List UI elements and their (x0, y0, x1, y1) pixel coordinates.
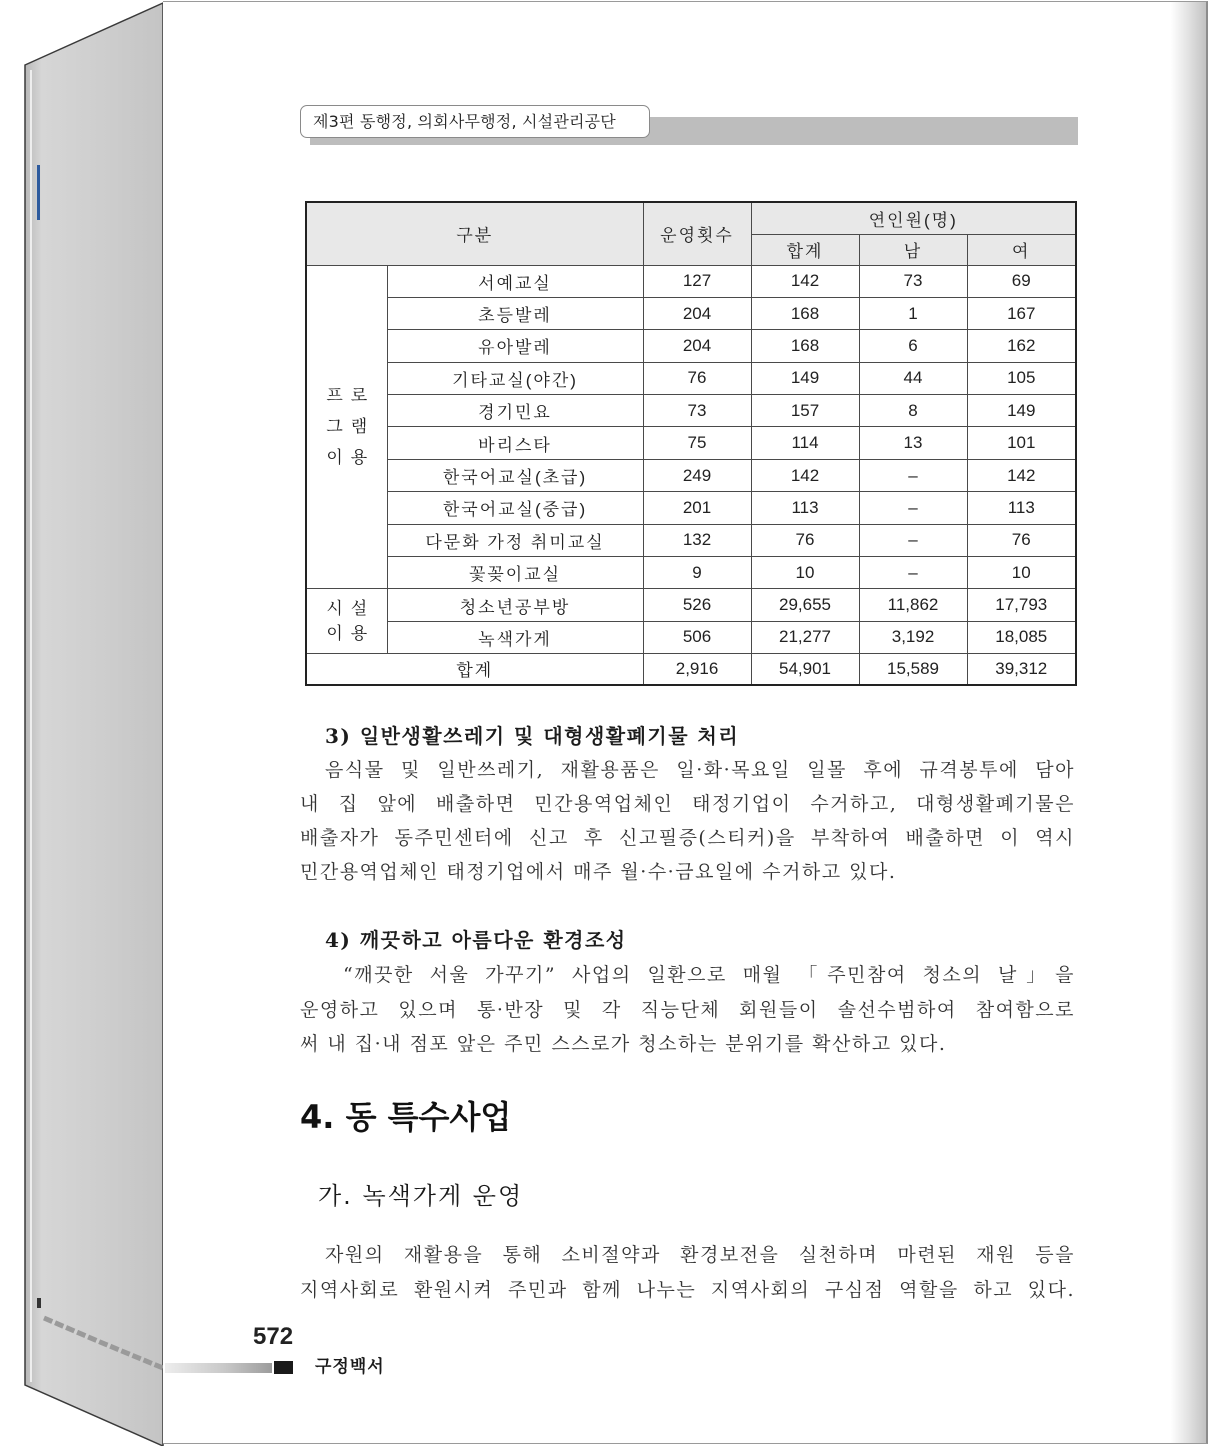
row-group-label (306, 589, 387, 654)
spine-panel (25, 3, 163, 1446)
cell-sessions: 204 (643, 297, 751, 329)
table-row (306, 427, 1076, 459)
cell-name: 서예교실 (387, 265, 643, 297)
total-attendance: 54,901 (751, 654, 859, 685)
table-row (306, 524, 1076, 556)
cell-male: 11,862 (859, 589, 967, 621)
total-male: 15,589 (859, 654, 967, 685)
footer-marker (274, 1361, 293, 1374)
cell-female: 167 (967, 297, 1076, 329)
cell-total: 142 (751, 459, 859, 491)
paragraph-line: 민간용역업체인 태정기업에서 매주 월·수·금요일에 수거하고 있다. (300, 861, 897, 883)
cell-name: 유아발레 (387, 330, 643, 362)
cell-male: – (859, 459, 967, 491)
paragraph-line: 써 내 집·내 점포 앞은 주민 스스로가 청소하는 분위기를 확산하고 있다. (300, 1033, 947, 1055)
table-row (306, 297, 1076, 329)
cell-sessions: 204 (643, 330, 751, 362)
cell-name: 기타교실(야간) (387, 362, 643, 394)
table-header-male: 남 (859, 234, 967, 265)
cell-total: 168 (751, 297, 859, 329)
footer-bar (165, 1363, 272, 1373)
cell-female: 10 (967, 557, 1076, 589)
cell-name: 다문화 가정 취미교실 (387, 524, 643, 556)
row-group-label (306, 265, 387, 589)
table-row (306, 395, 1076, 427)
table-header-sessions: 운영횟수 (643, 202, 751, 265)
cell-sessions: 127 (643, 265, 751, 297)
paragraph-line: 내 집 앞에 배출하면 민간용역업체인 태정기업이 수거하고, 대형생활폐기물은 (300, 793, 1075, 815)
table-header-row (306, 202, 1076, 234)
cell-female: 113 (967, 492, 1076, 524)
cell-total: 168 (751, 330, 859, 362)
table-header (306, 202, 1076, 265)
subsection-title: 가. 녹색가게 운영 (318, 1182, 524, 1210)
paragraph-line: 배출자가 동주민센터에 신고 후 신고필증(스티커)을 부착하여 배출하면 이 역시 (300, 827, 1075, 849)
cell-male: 44 (859, 362, 967, 394)
table-header-female: 여 (967, 234, 1076, 265)
cell-sessions: 9 (643, 557, 751, 589)
book-spine (0, 0, 170, 1446)
cell-male: – (859, 557, 967, 589)
cell-name: 한국어교실(초급) (387, 459, 643, 491)
table-header-category: 구분 (306, 202, 643, 265)
cell-total: 149 (751, 362, 859, 394)
cell-sessions: 201 (643, 492, 751, 524)
cell-male: 6 (859, 330, 967, 362)
table-body (306, 265, 1076, 654)
cell-sessions: 132 (643, 524, 751, 556)
cell-name: 녹색가게 (387, 621, 643, 653)
row-group-label-line: 이용 (326, 624, 376, 644)
row-group-label-line: 그램 (326, 417, 376, 437)
cell-name: 경기민요 (387, 395, 643, 427)
chapter-title: 4. 동 특수사업 (300, 1098, 512, 1136)
cell-sessions: 75 (643, 427, 751, 459)
cell-female: 162 (967, 330, 1076, 362)
table-row (306, 557, 1076, 589)
cell-sessions: 506 (643, 621, 751, 653)
cell-female: 17,793 (967, 589, 1076, 621)
cell-total: 21,277 (751, 621, 859, 653)
book-title: 구정백서 (315, 1357, 385, 1377)
paragraph-line: “깨끗한 서울 가꾸기” 사업의 일환으로 매월 「주민참여 청소의 날」을 (343, 964, 1075, 986)
table-header-attendance: 연인원(명) (751, 202, 1076, 234)
paragraph-line: 지역사회로 환원시켜 주민과 함께 나누는 지역사회의 구심점 역할을 하고 있다. (300, 1279, 1075, 1301)
cell-male: – (859, 524, 967, 556)
cell-total: 142 (751, 265, 859, 297)
total-sessions: 2,916 (643, 654, 751, 685)
cell-female: 101 (967, 427, 1076, 459)
cell-total: 157 (751, 395, 859, 427)
program-statistics-table (305, 201, 1077, 686)
row-group-label-line: 프로 (326, 386, 376, 406)
table-row (306, 330, 1076, 362)
table-total (306, 654, 1076, 685)
cell-female: 142 (967, 459, 1076, 491)
cell-female: 76 (967, 524, 1076, 556)
cell-sessions: 249 (643, 459, 751, 491)
cell-total: 114 (751, 427, 859, 459)
cell-female: 149 (967, 395, 1076, 427)
cell-name: 꽃꽂이교실 (387, 557, 643, 589)
cell-name: 한국어교실(중급) (387, 492, 643, 524)
cell-female: 69 (967, 265, 1076, 297)
cell-male: – (859, 492, 967, 524)
spine-tick-mark (37, 1298, 41, 1308)
row-group-label-line: 이용 (326, 448, 376, 468)
cell-total: 76 (751, 524, 859, 556)
cell-male: 13 (859, 427, 967, 459)
cell-total: 113 (751, 492, 859, 524)
paragraph-line: 자원의 재활용을 통해 소비절약과 환경보전을 실천하며 마련된 재원 등을 (325, 1244, 1075, 1266)
table-row (306, 459, 1076, 491)
cell-name: 청소년공부방 (387, 589, 643, 621)
cell-male: 3,192 (859, 621, 967, 653)
cell-sessions: 76 (643, 362, 751, 394)
row-group-label-line: 시설 (326, 599, 376, 619)
table-header-total: 합계 (751, 234, 859, 265)
cell-name: 바리스타 (387, 427, 643, 459)
table-row (306, 265, 1076, 297)
cell-female: 18,085 (967, 621, 1076, 653)
spine-bookmark-mark (37, 165, 40, 220)
page-number: 572 (253, 1323, 294, 1350)
cell-total: 10 (751, 557, 859, 589)
running-header: 제3편 동행정, 의회사무행정, 시설관리공단 (300, 105, 650, 138)
section-heading: 3) 일반생활쓰레기 및 대형생활폐기물 처리 (325, 724, 740, 748)
section-heading: 4) 깨끗하고 아름다운 환경조성 (325, 928, 627, 952)
table-row (306, 621, 1076, 653)
cell-male: 1 (859, 297, 967, 329)
paragraph-line: 운영하고 있으며 통·반장 및 각 직능단체 회원들이 솔선수범하여 참여함으로 (300, 999, 1075, 1021)
table-row (306, 362, 1076, 394)
table-row (306, 589, 1076, 621)
cell-sessions: 73 (643, 395, 751, 427)
cell-male: 73 (859, 265, 967, 297)
cell-male: 8 (859, 395, 967, 427)
cell-sessions: 526 (643, 589, 751, 621)
cell-name: 초등발레 (387, 297, 643, 329)
total-label: 합계 (306, 654, 643, 685)
cell-total: 29,655 (751, 589, 859, 621)
cell-female: 105 (967, 362, 1076, 394)
total-female: 39,312 (967, 654, 1076, 685)
paragraph-line: 음식물 및 일반쓰레기, 재활용품은 일·화·목요일 일몰 후에 규격봉투에 담아 (325, 759, 1075, 781)
table-total-row (306, 654, 1076, 685)
table-row (306, 492, 1076, 524)
